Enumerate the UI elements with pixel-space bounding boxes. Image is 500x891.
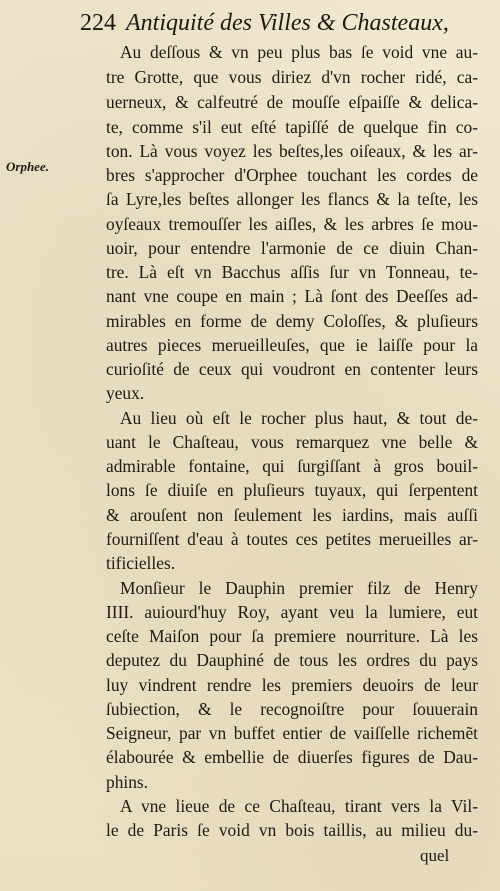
text-line: bres s'approcher d'Orphee touchant les cordes de: [106, 165, 478, 185]
text-line: tre. Là eſt vn Bacchus aſſis ſur vn Tonneau, te-: [106, 262, 478, 282]
text-line: lons ſe diuiſe en pluſieurs tuyaux, qui ſerpentent: [106, 480, 478, 500]
text-line: te, comme s'il eut eſté tapiſſé de quelque fin co-: [106, 117, 478, 137]
text-line: élabourée & embellie de diuerſes figures de Dau-: [106, 747, 478, 767]
text-line: nant vne coupe en main ; Là ſont des Deeſſes ad-: [106, 286, 478, 306]
text-line: & arouſent non ſeulement les iardins, mais auſſi: [106, 505, 478, 525]
text-line: oyſeaux tremouſſer les aiſles, & les arbres ſe mou-: [106, 214, 478, 234]
text-line: le de Paris ſe void vn bois taillis, au milieu du-: [106, 820, 478, 840]
text-line: admirable fontaine, qui ſurgiſſant à gros bouil-: [106, 456, 478, 476]
text-line: ſa Lyre,les beſtes allonger les flancs & la teſte, les: [106, 189, 478, 209]
text-line: Au lieu où eſt le rocher plus haut, & tout de-: [120, 408, 478, 428]
page-number: 224: [80, 10, 116, 36]
text-line: uoir, pour entendre l'armonie de ce diuin Chan-: [106, 238, 478, 258]
text-line: ceſte Maiſon pour ſa premiere nourriture. Là les: [106, 626, 478, 646]
text-line: uerneux, & calfeutré de mouſſe eſpaiſſe & delica-: [106, 92, 478, 112]
text-line: luy vindrent rendre les premiers deuoirs de leur: [106, 675, 478, 695]
text-line: curioſité de ceux qui voudront en contenter leurs: [106, 359, 478, 379]
text-line: Au deſſous & vn peu plus bas ſe void vne au-: [120, 42, 478, 62]
text-line: autres pieces merueilleuſes, que ie laiſſe pour la: [106, 335, 478, 355]
text-line: uant le Chaſteau, vous remarquez vne belle &: [106, 432, 478, 452]
text-line: ſubiection, & le recognoiſtre pour ſouuerain: [106, 699, 478, 719]
text-line: fourniſſent d'eau à toutes ces petites merueilles ar-: [106, 529, 478, 549]
text-line: tificielles.: [106, 553, 176, 573]
running-head: [80, 8, 480, 38]
running-title: Antiquité des Villes & Chasteaux,: [126, 10, 449, 36]
text-line: tre Grotte, que vous diriez d'vn rocher ridé, ca-: [106, 67, 478, 87]
text-line: Seigneur, par vn buffet entier de vaiſſelle richemẽt: [106, 723, 478, 743]
margin-note: Orphee.: [6, 159, 49, 174]
text-line: mirables en forme de demy Coloſſes, & pluſieurs: [106, 311, 478, 331]
text-line: ton. Là vous voyez les beſtes,les oiſeaux, & les ar-: [106, 141, 478, 161]
catchword: quel: [420, 846, 450, 865]
text-line: yeux.: [106, 383, 145, 403]
text-line: Monſieur le Dauphin premier filz de Henry: [120, 578, 478, 598]
text-line: phins.: [106, 772, 149, 792]
text-line: deputez du Dauphiné de tous les ordres du pays: [106, 650, 478, 670]
text-line: IIII. auiourd'huy Roy, ayant veu la lumiere, eut: [106, 602, 478, 622]
text-line: A vne lieue de ce Chaſteau, tirant vers la Vil-: [120, 796, 478, 816]
